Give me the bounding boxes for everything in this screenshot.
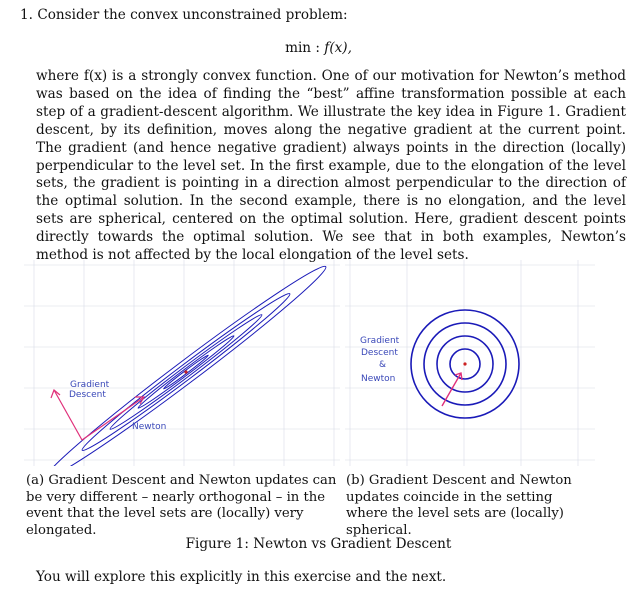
right-label-line4: Newton [361,374,396,384]
problem-statement [20,7,630,23]
newton-label: Newton [132,422,167,432]
caption-right: (b) Gradient Descent and Newton updates coincide in the setting where the level sets are (locally) spherical. [346,473,572,538]
problem-intro: Consider the convex unconstrained problem: [37,7,348,23]
optimum-point [184,370,187,373]
closing-sentence: You will explore this explicitly in this exercise and the next. [36,569,447,585]
equation-function: f(x), [324,40,352,56]
figure-spherical-level-sets [345,260,595,466]
right-label-line2: Descent [361,348,398,358]
gd-label-line1: Gradient [70,380,110,390]
grid [24,260,340,466]
figure-elongated-level-sets [24,260,340,466]
contour-ellipses [40,260,333,466]
problem-number: 1. [20,7,33,23]
right-label-line1: Gradient [360,336,400,346]
gd-label-line2: Descent [69,390,106,400]
right-label-line3: & [379,360,387,370]
equation-prefix: min : [285,40,320,56]
figure-title: Figure 1: Newton vs Gradient Descent [185,536,452,552]
optimization-equation [0,40,637,56]
optimum-point [463,362,466,365]
caption-left: (a) Gradient Descent and Newton updates can be very different – nearly orthogonal – in the event that the level sets are (locally) very elongated. [26,473,337,538]
body-paragraph: where f(x) is a strongly convex function. One of our motivation for Newton’s method was based on the idea of finding the “best” affine transformation possible at each step of a gradient-descent algorithm. We illustrate the key idea in Figure 1. Gradient descent, by its definition, moves along the negative gradient at the current point. The gradient (and hence negative gradient) always points in the direction (locally) perpendicular to the level set. In the first example, due to the elongation of the level sets, the gradient is pointing in a direction almost perpendicular to the direction of the optimal solution. In the second example, there is no elongation, and the level sets are spherical, centered on the optimal solution. Here, gradient descent points directly towards the optimal solution. We see that in both examples, Newton’s method is not affected by the local elongation of the level sets. [36,68,626,264]
